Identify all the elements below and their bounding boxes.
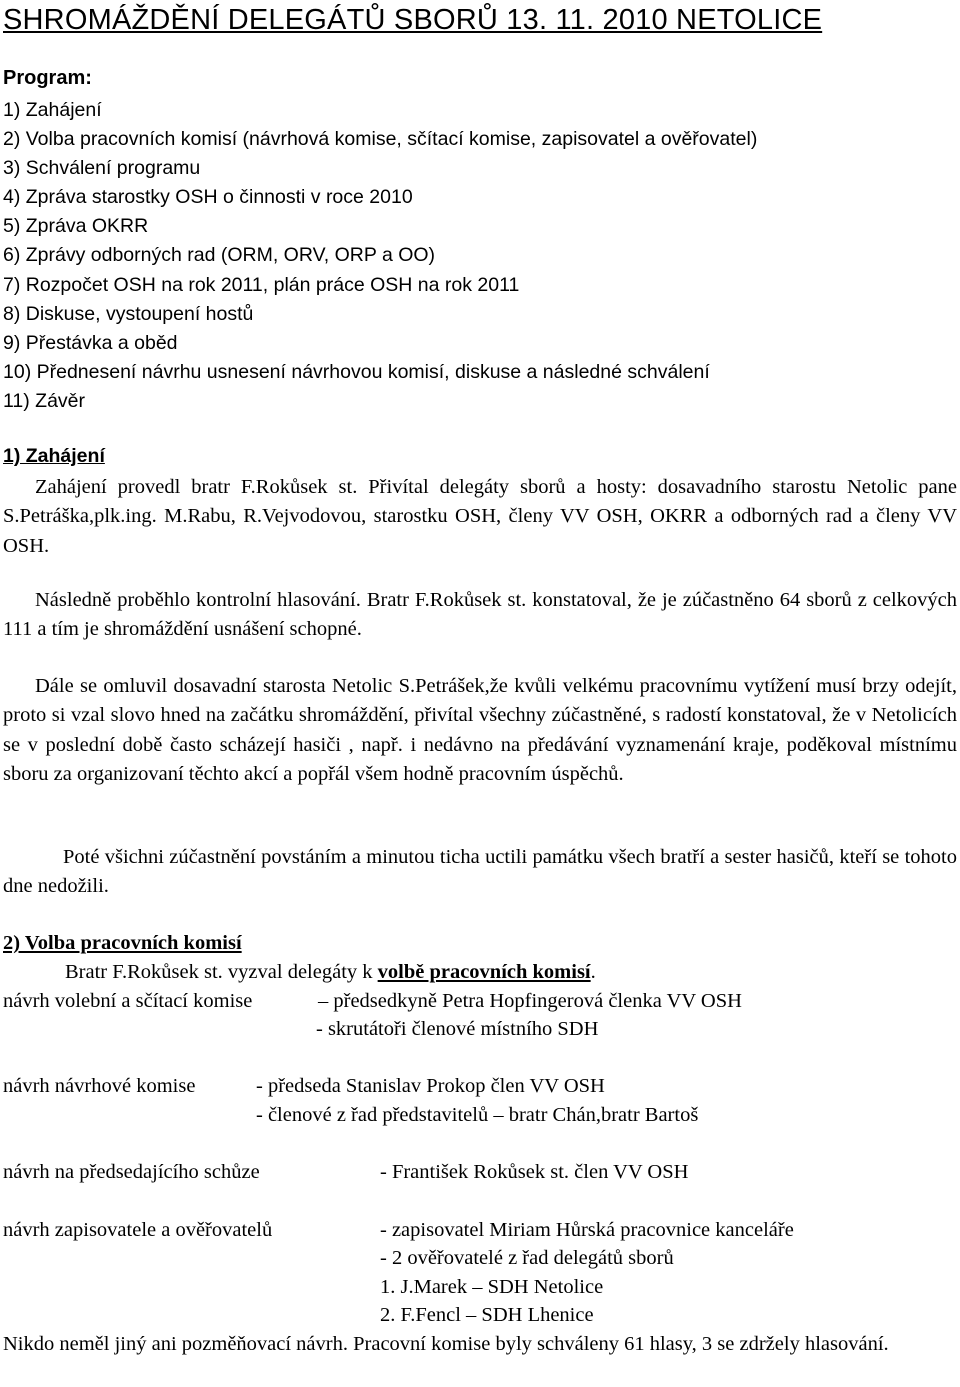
program-item: 1) Zahájení — [3, 99, 102, 121]
section-1-paragraph-opening: Zahájení provedl bratr F.Rokůsek st. Přivítal delegáty sborů a hosty: dosavadního starostu Netolic pane S.Petráška,plk.ing. M.Rabu, R.Vejvodovou, starostku OSH, členy VV OSH, OKRR a odborných rad a členy VV OSH. — [3, 476, 957, 557]
section-2-heading: 2) Volba pracovních komisí — [3, 932, 242, 954]
zapisovatel-line: - zapisovatel Miriam Hůrská pracovnice kanceláře — [380, 1219, 794, 1241]
volebni-komise-line: – předsedkyně Petra Hopfingerová členka VV OSH — [318, 990, 742, 1012]
navrhova-komise-line: - předseda Stanislav Prokop člen VV OSH — [256, 1075, 605, 1097]
program-item: 4) Zpráva starostky OSH o činnosti v roce 2010 — [3, 186, 413, 209]
section-1-paragraph-vote: Následně proběhlo kontrolní hlasování. Bratr F.Rokůsek st. konstatoval, že je zúčastněno 64 sborů z celkových 111 a tím je shromáždění usnášení schopné. — [3, 589, 957, 641]
predsedajici-value: - František Rokůsek st. člen VV OSH — [380, 1161, 689, 1183]
volebni-komise-line: - skrutátoři členové místního SDH — [316, 1018, 599, 1040]
section-1-heading: 1) Zahájení — [3, 445, 105, 467]
intro-emphasis: volbě pracovních komisí — [377, 961, 591, 983]
volebni-komise-label: návrh volební a sčítací komise — [3, 990, 253, 1012]
page-title: SHROMÁŽDĚNÍ DELEGÁTŮ SBORŮ 13. 11. 2010 NETOLICE — [3, 4, 823, 36]
program-item: 2) Volba pracovních komisí (návrhová komise, sčítací komise, zapisovatel a ověřovatel) — [3, 128, 758, 151]
program-item: 10) Přednesení návrhu usnesení návrhovou komisí, diskuse a následné schválení — [3, 360, 710, 383]
intro-period: . — [590, 961, 596, 983]
zapisovatel-label: návrh zapisovatele a ověřovatelů — [3, 1219, 273, 1241]
section-2-closing: Nikdo neměl jiný ani pozměňovací návrh. Pracovní komise byly schváleny 61 hlasy, 3 se zdržely hlasování. — [3, 1333, 889, 1355]
zapisovatel-line: - 2 ověřovatelé z řad delegátů sborů — [380, 1247, 674, 1269]
program-item: 9) Přestávka a oběd — [3, 331, 178, 354]
zapisovatel-line: 1. J.Marek – SDH Netolice — [380, 1276, 604, 1298]
section-1-paragraph-mayor: Dále se omluvil dosavadní starosta Netolic S.Petrášek,že kvůli velkému pracovnímu vytížení musí brzy odejít, proto si vzal slovo hned na začátku shromáždění, přivítal všechny zúčastněné, s radostí konstatoval, že v Netolicích se v poslední době často scházejí hasiči , např. i nedávno na předávání vyznamenání kraje, poděkoval místnímu sboru za organizovaní těchto akcí a popřál všem hodně pracovním úspěchů. — [3, 675, 957, 785]
navrhova-komise-label: návrh návrhové komise — [3, 1075, 196, 1097]
program-item: 8) Diskuse, vystoupení hostů — [3, 302, 254, 325]
program-label: Program: — [3, 67, 92, 89]
zapisovatel-line: 2. F.Fencl – SDH Lhenice — [380, 1304, 594, 1326]
program-item: 7) Rozpočet OSH na rok 2011, plán práce OSH na rok 2011 — [3, 273, 520, 296]
section-2-intro — [65, 959, 596, 985]
intro-text: Bratr F.Rokůsek st. vyzval delegáty k — [65, 961, 378, 983]
navrhova-komise-line: - členové z řad představitelů – bratr Chán,bratr Bartoš — [256, 1104, 699, 1126]
program-item: 6) Zprávy odborných rad (ORM, ORV, ORP a OO) — [3, 244, 436, 267]
program-item: 5) Zpráva OKRR — [3, 215, 149, 238]
program-list — [3, 96, 757, 416]
program-item: 11) Závěr — [3, 389, 85, 412]
predsedajici-label: návrh na předsedajícího schůze — [3, 1161, 260, 1183]
section-1-paragraph-memorial: Poté všichni zúčastnění povstáním a minutou ticha uctili památku všech bratří a sester hasičů, kteří se tohoto dne nedožili. — [3, 846, 957, 898]
program-item: 3) Schválení programu — [3, 157, 201, 180]
